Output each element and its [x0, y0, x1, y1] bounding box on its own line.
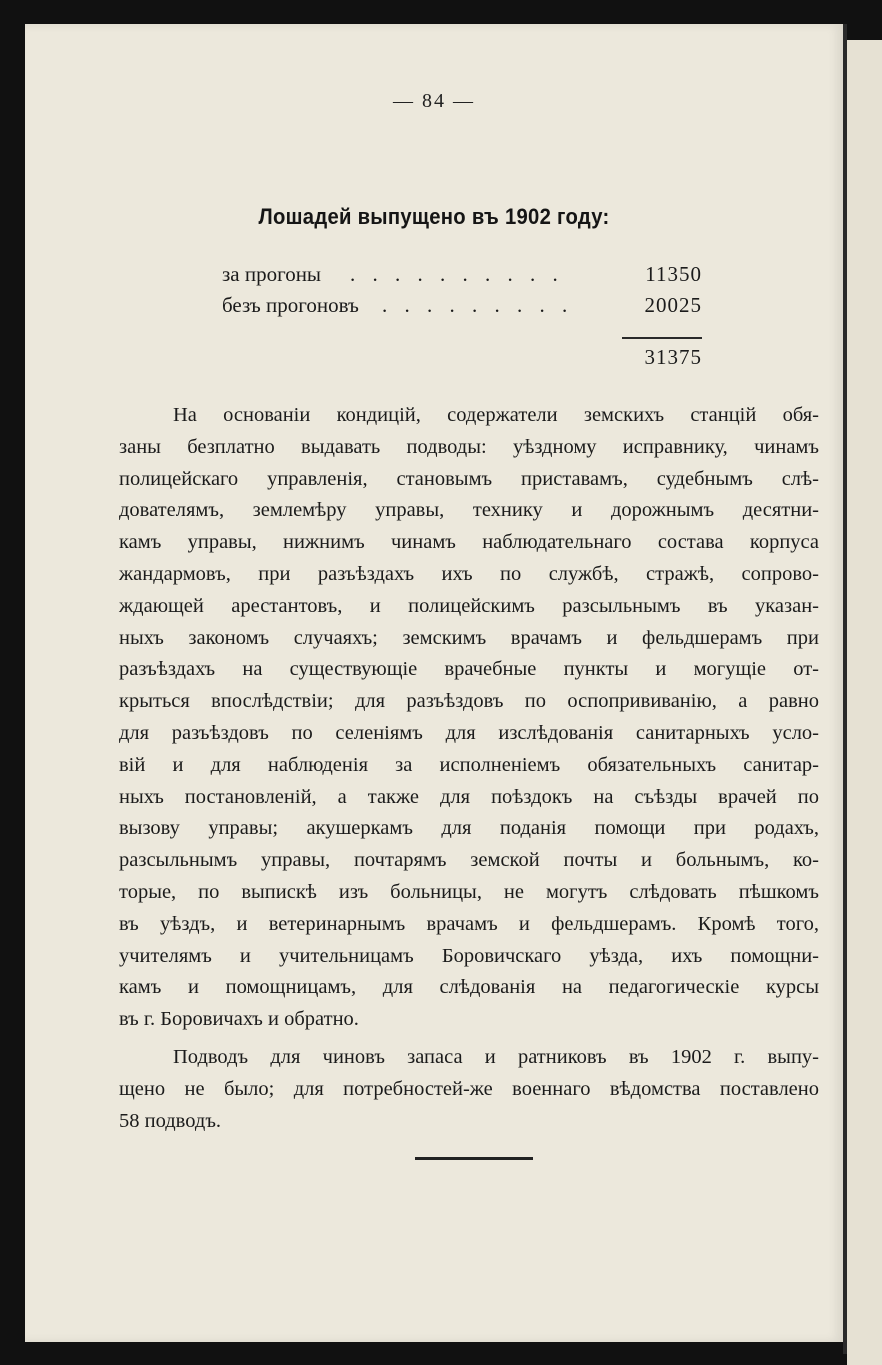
text-line: въ г. Боровичахъ и обратно. [119, 1008, 359, 1031]
text-line: Подводъ для чиновъ запаса и ратниковъ въ 1902 г. выпу- [173, 1046, 819, 1068]
stats-row-label: безъ прогоновъ [222, 293, 359, 317]
text-line: камъ и помощницамъ, для слѣдованія на педагогическіе курсы [119, 976, 819, 999]
stats-row-label: за прогоны [222, 262, 322, 286]
page-number: — 84 — [393, 90, 475, 112]
text-line: На основаніи кондицій, содержатели земскихъ станцій обя- [173, 404, 819, 426]
text-line: ждающей арестантовъ, и полицейскимъ разсыльнымъ въ указан- [119, 594, 819, 617]
text-line: заны безплатно выдавать подводы: уѣздному исправнику, чинамъ [119, 435, 819, 458]
leader-dots: . . . . . . . . . [382, 293, 574, 317]
text-line: камъ управы, нижнимъ чинамъ наблюдательнаго состава корпуса [119, 531, 819, 554]
book-page [25, 24, 843, 1342]
text-line: щено не было; для потребностей-же военнаго вѣдомства поставлено [119, 1077, 819, 1100]
paragraph-military [119, 1042, 819, 1137]
text-line: въ уѣздъ, и ветеринарнымъ врачамъ и фельдшерамъ. Кромѣ того, [119, 912, 819, 935]
text-line: вій и для наблюденія за исполненіемъ обязательныхъ санитар- [119, 753, 819, 776]
text-line: крыться впослѣдствіи; для разъѣздовъ по оспопрививанію, а равно [119, 690, 819, 713]
text-line: ныхъ закономъ случаяхъ; земскимъ врачамъ и фельдшерамъ при [119, 626, 819, 649]
section-heading: Лошадей выпущено въ 1902 году: [258, 204, 610, 229]
text-line: торые, по выпискѣ изъ больницы, не могутъ слѣдовать пѣшкомъ [119, 880, 819, 903]
book-gutter [843, 24, 847, 1354]
text-line: учителямъ и учительницамъ Боровичскаго уѣзда, ихъ помощни- [119, 944, 819, 967]
next-page-edge [847, 40, 882, 1365]
text-line: дователямъ, землемѣру управы, технику и дорожнымъ десятни- [119, 499, 819, 522]
stats-total: 31375 [644, 345, 702, 369]
stats-row-free [222, 293, 702, 321]
closing-rule [415, 1157, 533, 1160]
text-line: разсыльнымъ управы, почтарямъ земской почты и больнымъ, ко- [119, 849, 819, 872]
text-line: жандармовъ, при разъѣздахъ ихъ по службѣ, стражѣ, сопрово- [119, 562, 819, 585]
stats-row-paid [222, 262, 702, 290]
text-line: полицейскаго управленія, становымъ приставамъ, судебнымъ слѣ- [119, 467, 819, 490]
paragraph-conditions [119, 400, 819, 1036]
text-line: ныхъ постановленій, а также для поѣздокъ на съѣзды врачей по [119, 785, 819, 808]
text-line: для разъѣздовъ по селеніямъ для изслѣдованія санитарныхъ усло- [119, 721, 819, 744]
stats-row-value: 11350 [645, 262, 702, 286]
leader-dots: . . . . . . . . . . [350, 262, 564, 286]
text-line: разъѣздахъ на существующіе врачебные пункты и могущіе от- [119, 658, 819, 681]
stats-row-value: 20025 [644, 293, 702, 317]
text-line: вызову управы; акушеркамъ для поданія помощи при родахъ, [119, 817, 819, 840]
text-line: 58 подводъ. [119, 1109, 222, 1132]
sum-rule [622, 337, 702, 339]
